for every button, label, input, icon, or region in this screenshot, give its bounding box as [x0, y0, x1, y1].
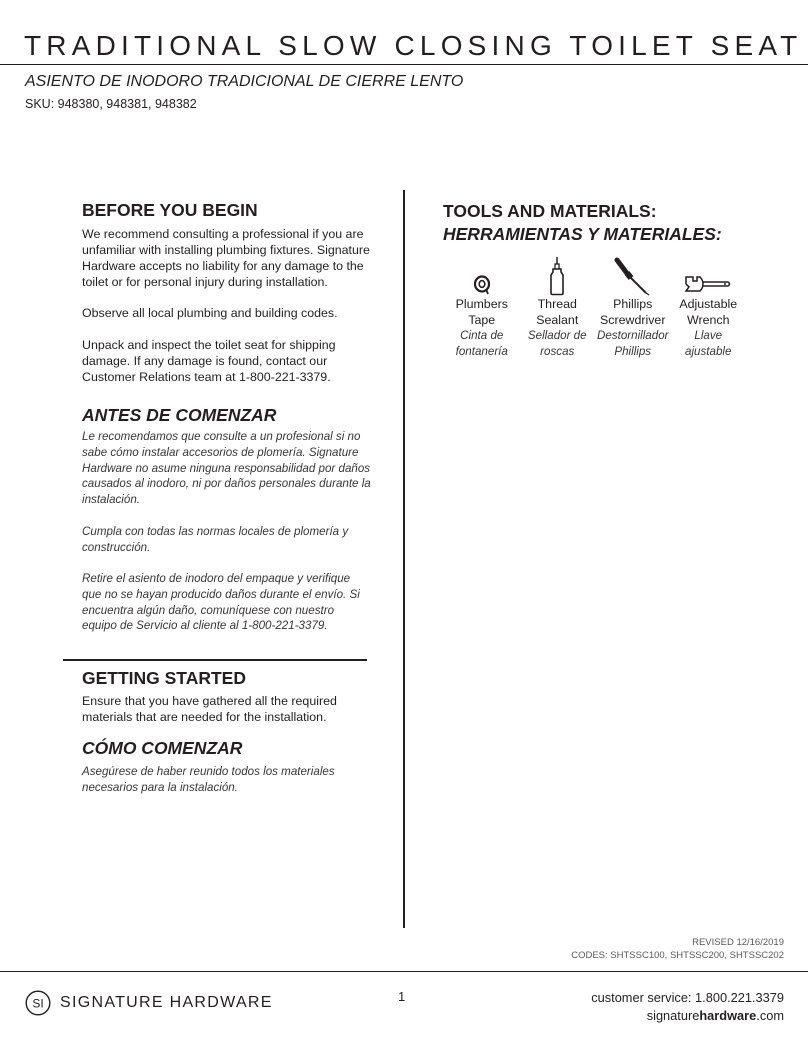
title-divider — [0, 64, 808, 65]
tool-name-es: Cinta de — [460, 329, 504, 342]
tool-name: Wrench — [687, 313, 730, 327]
tool-name-es: roscas — [540, 345, 575, 358]
tool-name: Sealant — [536, 313, 579, 327]
antes-paragraph-2: Cumpla con todas las normas locales de plomería y construcción. — [82, 525, 349, 554]
tools-heading-es: HERRAMIENTAS Y MATERIALES: — [443, 224, 722, 244]
tool-thread-sealant — [520, 256, 596, 360]
website[interactable] — [591, 1007, 784, 1025]
website-post: .com — [756, 1008, 784, 1023]
getting-started-heading: GETTING STARTED — [82, 668, 246, 688]
tool-name-es: ajustable — [685, 345, 732, 358]
document-subtitle: ASIENTO DE INODORO TRADICIONAL DE CIERRE LENTO — [25, 73, 464, 90]
column-divider — [403, 190, 405, 928]
plumbers-tape-icon — [444, 256, 520, 296]
logo-mark-text: SI — [32, 996, 44, 1011]
page-number: 1 — [398, 989, 406, 1004]
como-comenzar-heading: CÓMO COMENZAR — [82, 738, 243, 758]
website-bold: hardware — [699, 1008, 757, 1023]
sku-line: SKU: 948380, 948381, 948382 — [25, 97, 197, 111]
tool-name: Screwdriver — [600, 313, 666, 327]
thread-sealant-icon — [520, 256, 596, 296]
before-you-begin-heading: BEFORE YOU BEGIN — [82, 200, 258, 220]
antes-paragraph-1: Le recomendamos que consulte a un profesional si no sabe cómo instalar accesorios de plomería. Signature Hardware no asume ninguna responsabilidad por daños causados al inodoro, ni por daños personales durante la instalación. — [82, 430, 371, 507]
tool-name-es: Llave — [694, 329, 723, 342]
como-comenzar-paragraph: Asegúrese de haber reunido todos los materiales necesarios para la instalación. — [82, 765, 335, 794]
tool-name-es: fontanería — [455, 345, 508, 358]
website-pre: signature — [646, 1008, 700, 1023]
tool-name: Phillips — [613, 297, 653, 311]
adjustable-wrench-icon — [671, 256, 747, 296]
contact-info — [591, 989, 784, 1025]
tool-name-es: Sellador de — [527, 329, 587, 342]
tool-name-es: Phillips — [614, 345, 652, 358]
before-paragraph-3: Unpack and inspect the toilet seat for shipping damage. If any damage is found, contact our Customer Relations team at 1-800-221-3379. — [82, 338, 336, 384]
antes-paragraph-3: Retire el asiento de inodoro del empaque y verifique que no se hayan producido daños durante el envío. Si encuentra algún daño, comuníquese con nuestro equipo de Servicio al cliente al 1-800-221-3379. — [82, 572, 360, 633]
before-paragraph-2: Observe all local plumbing and building codes. — [82, 306, 338, 320]
tool-name: Thread — [537, 297, 577, 311]
tool-name-es: Destornillador — [596, 329, 669, 342]
brand-logo — [25, 990, 273, 1016]
antes-de-comenzar-heading: ANTES DE COMENZAR — [82, 405, 277, 425]
tools-list — [444, 256, 746, 360]
signature-hardware-logo-icon — [25, 990, 51, 1016]
tool-name: Plumbers — [455, 297, 508, 311]
footer-divider — [0, 971, 808, 972]
tool-phillips-screwdriver — [595, 256, 671, 360]
before-paragraph-1: We recommend consulting a professional if you are unfamiliar with installing plumbing fixtures. Signature Hardware accepts no liability for any damage to the toilet or for personal injury during installation. — [82, 227, 370, 289]
section-divider — [63, 659, 367, 661]
tool-name: Adjustable — [679, 297, 738, 311]
document-title: TRADITIONAL SLOW CLOSING TOILET SEAT — [24, 30, 803, 61]
tool-adjustable-wrench — [671, 256, 747, 360]
getting-started-paragraph: Ensure that you have gathered all the required materials that are needed for the installation. — [82, 694, 337, 724]
tools-heading: TOOLS AND MATERIALS: — [443, 201, 657, 221]
tool-plumbers-tape — [444, 256, 520, 360]
customer-service: customer service: 1.800.221.3379 — [591, 990, 784, 1005]
tool-name: Tape — [468, 313, 496, 327]
revised-date: REVISED 12/16/2019 — [692, 937, 784, 948]
phillips-screwdriver-icon — [595, 256, 671, 296]
brand-name: SIGNATURE HARDWARE — [60, 994, 273, 1011]
product-codes: CODES: SHTSSC100, SHTSSC200, SHTSSC202 — [571, 950, 784, 961]
